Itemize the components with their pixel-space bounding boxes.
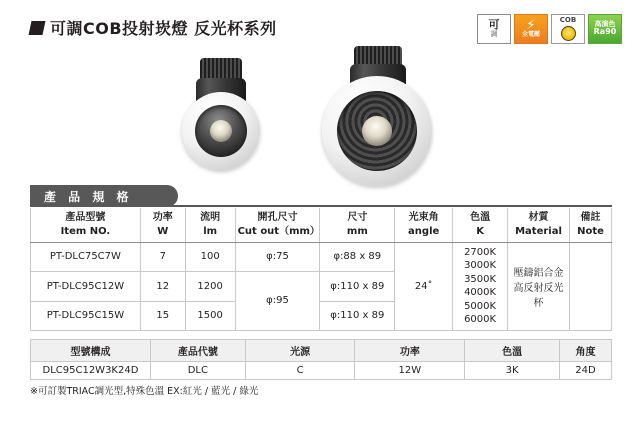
product-image-large-downlight <box>318 46 432 186</box>
cell-watt: 7 <box>140 242 185 271</box>
cell-size: φ:110 x 89 <box>320 301 395 330</box>
col-header-angle: 光束角 angle <box>395 208 453 242</box>
lightning-bolt-icon: ⚡ <box>526 18 536 34</box>
cob-chip-icon <box>561 26 576 41</box>
cell-material: 壓鑄鋁合金 高反射反光杯 <box>508 242 570 330</box>
lamp-cob-lens <box>210 120 232 142</box>
cell-color-temps: 2700K 3000K 3500K 4000K 5000K 6000K <box>453 242 508 330</box>
model-table-header-row <box>31 340 612 362</box>
cell-model: PT-DLC95C15W <box>31 301 141 330</box>
header-marker-icon <box>29 21 46 35</box>
col-header-product-code: 產品代號 <box>150 340 245 362</box>
badge-dimmable-label: 可 <box>488 18 500 32</box>
cell-size: φ:88 x 89 <box>320 242 395 271</box>
col-header-beam-angle: 角度 <box>560 340 612 362</box>
cell-lumen: 100 <box>185 242 235 271</box>
col-header-size: 尺寸 mm <box>320 208 395 242</box>
cell-lumen: 1200 <box>185 271 235 301</box>
model-composition-table <box>30 339 612 380</box>
cell-beam-angle: 24D <box>560 362 612 380</box>
lamp-reflector <box>195 105 247 157</box>
cell-beam-angle: 24˚ <box>395 242 453 330</box>
spec-section-rule <box>30 205 612 207</box>
col-header-model: 產品型號 Item NO. <box>31 208 141 242</box>
feature-badges <box>477 14 622 44</box>
badge-high-cri-label: 高演色 <box>594 19 616 28</box>
footnote: ※可訂製TRIAC調光型,特殊色溫 EX:紅光 / 藍光 / 綠光 <box>30 386 259 397</box>
cell-watt: 12 <box>140 271 185 301</box>
lamp-reflector-large <box>337 91 417 171</box>
col-header-watt: 功率 W <box>140 208 185 242</box>
cell-size: φ:110 x 89 <box>320 271 395 301</box>
spec-section-tab-label: 產 品 規 格 <box>44 189 133 204</box>
badge-high-cri <box>588 14 622 44</box>
spec-section-tab <box>30 185 178 207</box>
lamp-cob-lens-large <box>362 116 392 146</box>
badge-dimmable-label2: 調 <box>490 30 498 39</box>
col-header-lumen: 流明 lm <box>185 208 235 242</box>
col-header-cct: 色溫 K <box>453 208 508 242</box>
cell-cutout: φ:75 <box>235 242 320 271</box>
badge-cob <box>551 14 585 44</box>
cell-power: 12W <box>355 362 465 380</box>
cell-model: PT-DLC75C7W <box>31 242 141 271</box>
table-row <box>31 242 612 271</box>
cell-note <box>569 242 611 330</box>
badge-high-cri-value: Ra90 <box>593 27 617 37</box>
product-photos <box>0 44 640 174</box>
col-header-material: 材質 Material <box>508 208 570 242</box>
model-table-row <box>31 362 612 380</box>
lamp-trim-ring <box>182 92 260 170</box>
cell-color-temp: 3K <box>465 362 560 380</box>
col-header-note: 備註 Note <box>569 208 611 242</box>
table-header-row <box>31 208 612 242</box>
cell-watt: 15 <box>140 301 185 330</box>
cell-light-source: C <box>245 362 355 380</box>
badge-cob-label: COB <box>559 16 577 25</box>
col-header-cutout: 開孔尺寸 Cut out（mm） <box>235 208 320 242</box>
page-header <box>30 16 277 39</box>
cell-model: PT-DLC95C12W <box>31 271 141 301</box>
lamp-trim-ring-large <box>322 76 432 186</box>
col-header-model-structure: 型號構成 <box>31 340 151 362</box>
cell-model-structure: DLC95C12W3K24D <box>31 362 151 380</box>
badge-full-voltage <box>514 14 548 44</box>
page-title: 可調COB投射崁燈 反光杯系列 <box>50 19 277 38</box>
badge-full-voltage-label: 全電壓 <box>521 31 540 39</box>
specification-table <box>30 208 612 331</box>
product-image-small-downlight <box>172 58 260 170</box>
col-header-power: 功率 <box>355 340 465 362</box>
col-header-light-source: 光源 <box>245 340 355 362</box>
cell-product-code: DLC <box>150 362 245 380</box>
cell-lumen: 1500 <box>185 301 235 330</box>
cell-cutout: φ:95 <box>235 271 320 330</box>
col-header-color-temp: 色溫 <box>465 340 560 362</box>
badge-dimmable <box>477 14 511 44</box>
